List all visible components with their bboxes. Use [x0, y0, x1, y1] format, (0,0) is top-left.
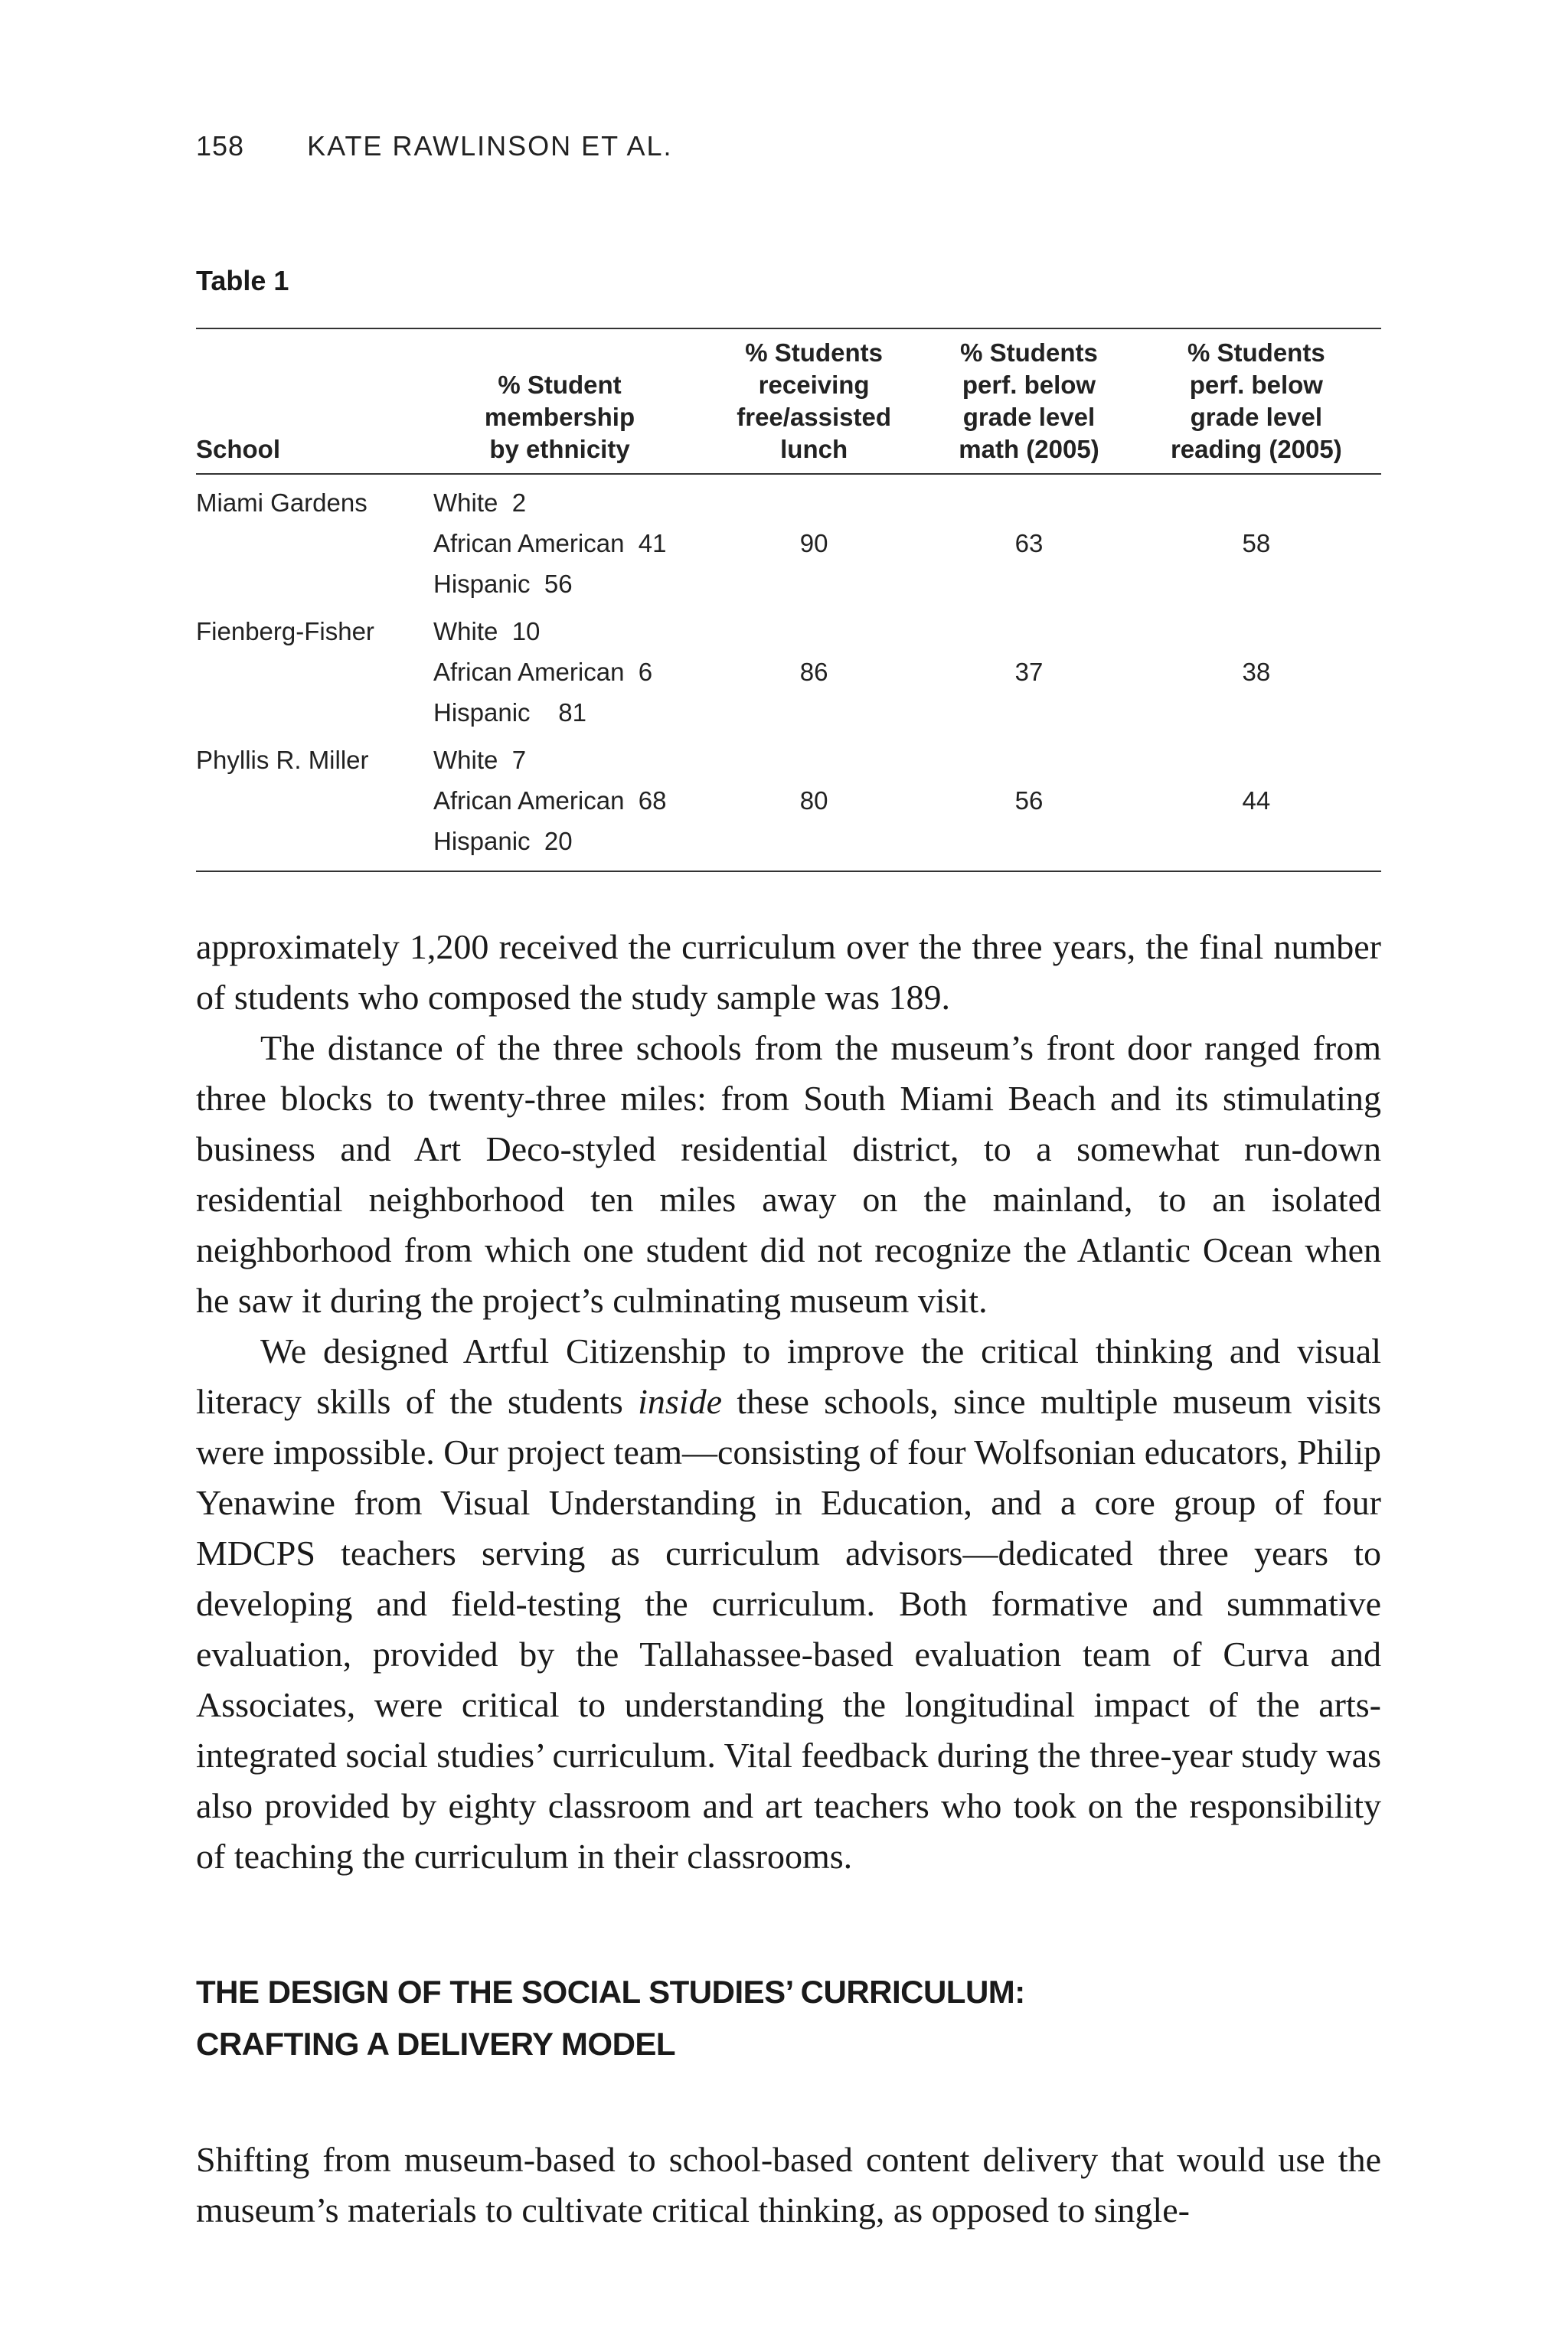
paragraph: We designed Artful Citizenship to improve the critical thinking and visual literacy skills of the students inside these schools, since multiple museum visits were impossible. Our project team—consisting of four Wolfsonian educators, Philip Yenawine from Visual Understanding in Education, and a core group of four MDCPS teachers serving as curriculum advisors—dedicated three years to developing and field-testing the curriculum. Both formative and summative evaluation, provided by the Tallahassee-based evaluation team of Curva and Associates, were critical to understanding the longitudinal impact of the arts-integrated social studies’ curriculum. Vital feedback during the three-year study was also provided by eighty classroom and art teachers who took on the responsibility of teaching the curriculum in their classrooms. — [196, 1331, 1382, 1876]
running-head — [196, 130, 673, 162]
school-name: Miami Gardens — [196, 488, 368, 517]
column-header-math: % Students perf. below grade level math (2005) — [926, 328, 1131, 474]
school-name: Phyllis R. Miller — [196, 740, 433, 871]
ethnicity-cell: White 2 African American 41 Hispanic 56 — [433, 488, 667, 598]
column-header-reading: % Students perf. below grade level reading (2005) — [1132, 328, 1381, 474]
section-heading — [196, 1966, 1381, 2070]
ethnicity-cell: White 10 African American 6 Hispanic 81 — [433, 617, 653, 727]
reading-cell: 44 — [1132, 740, 1381, 871]
column-header-school: School — [196, 328, 433, 474]
table-header-row — [196, 328, 1381, 474]
table-label: Table 1 — [196, 265, 289, 296]
lunch-cell: 90 — [799, 529, 828, 557]
running-title: KATE RAWLINSON ET AL. — [307, 130, 673, 162]
reading-cell: 38 — [1242, 658, 1271, 686]
school-name: Fienberg-Fisher — [196, 617, 374, 645]
paragraph: The distance of the three schools from the museum’s front door ranged from three blocks to twenty-three miles: from South Miami Beach and its stimulating business and Art Deco-styled residential district, to a somewhat run-down residential neighborhood ten miles away on the mainland, to an isolated neighborhood from which one student did not recognize the Atlantic Ocean when he saw it during the project’s culminating museum visit. — [196, 1028, 1381, 1320]
lunch-cell: 86 — [799, 658, 828, 686]
lunch-cell: 80 — [701, 740, 926, 871]
page-number: 158 — [196, 130, 245, 162]
ethnicity-cell: White 7 African American 68 Hispanic 20 — [433, 740, 701, 871]
column-header-ethnicity: % Student membership by ethnicity — [433, 328, 701, 474]
math-cell: 63 — [1014, 529, 1044, 557]
reading-cell: 58 — [1242, 529, 1271, 557]
emphasis: inside — [638, 1382, 723, 1421]
body-text — [196, 922, 1381, 1882]
table-row — [196, 740, 1381, 871]
table-row — [196, 474, 1381, 611]
paragraph: approximately 1,200 received the curriculum over the three years, the final number of students who composed the study sample was 189. — [196, 927, 1381, 1017]
paragraph: Shifting from museum-based to school-based content delivery that would use the museum’s materials to cultivate critical thinking, as opposed to single- — [196, 2140, 1381, 2230]
section-heading-line: CRAFTING A DELIVERY MODEL — [196, 2026, 676, 2062]
math-cell: 37 — [1014, 658, 1044, 686]
demographics-table — [196, 328, 1381, 872]
table-row — [196, 611, 1381, 740]
section-body-text — [196, 2135, 1381, 2236]
section-heading-line: THE DESIGN OF THE SOCIAL STUDIES’ CURRICULUM: — [196, 1974, 1025, 2010]
math-cell: 56 — [926, 740, 1131, 871]
column-header-lunch: % Students receiving free/assisted lunch — [701, 328, 926, 474]
